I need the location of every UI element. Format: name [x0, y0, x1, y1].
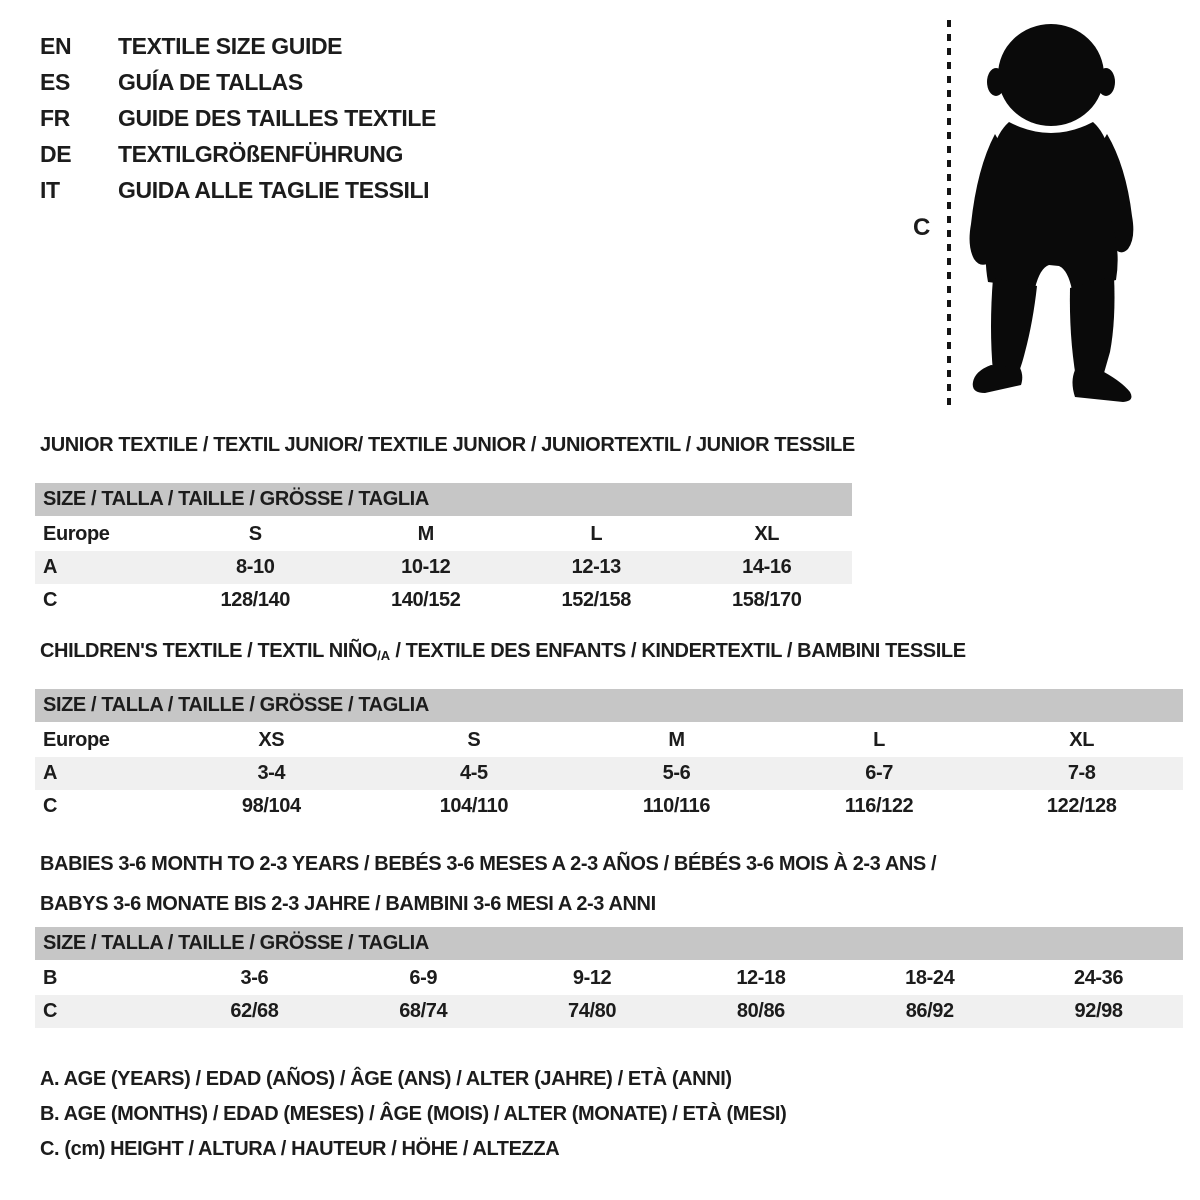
table-cell: 86/92	[905, 1000, 954, 1022]
table-cell: XL	[1069, 729, 1095, 751]
table-cell: 68/74	[399, 1000, 448, 1022]
table-cell: 116/122	[844, 795, 914, 817]
note-age-years: A. AGE (YEARS) / EDAD (AÑOS) / ÂGE (ANS) / ALTER (JAHRE) / ETÀ (ANNI)	[40, 1068, 732, 1090]
table-row	[35, 757, 1183, 790]
height-dashed-line-icon	[947, 20, 951, 412]
table-cell: S	[248, 523, 262, 545]
table-cell: XL	[754, 523, 780, 545]
children-size-header-bar: SIZE / TALLA / TAILLE / GRÖSSE / TAGLIA	[35, 689, 1183, 722]
table-cell: 24-36	[1073, 967, 1124, 989]
guide-title-fr: GUIDE DES TAILLES TEXTILE	[118, 105, 436, 131]
legend-notes	[40, 1062, 786, 1167]
table-cell: 104/110	[439, 795, 509, 817]
row-label: C	[43, 589, 58, 611]
table-cell: 12-13	[571, 556, 621, 578]
row-label: B	[43, 967, 58, 989]
table-cell: 152/158	[561, 589, 631, 611]
row-label: Europe	[43, 523, 110, 545]
guide-title-es: GUÍA DE TALLAS	[118, 69, 303, 95]
children-title-sub: /A	[377, 648, 391, 663]
table-cell: 98/104	[241, 795, 301, 817]
junior-size-header-bar: SIZE / TALLA / TAILLE / GRÖSSE / TAGLIA	[35, 483, 852, 516]
guide-title-en: TEXTILE SIZE GUIDE	[118, 33, 343, 59]
babies-section-title	[35, 844, 1183, 924]
table-cell: 140/152	[391, 589, 461, 611]
table-cell: 80/86	[736, 1000, 785, 1022]
language-row-it	[40, 172, 436, 208]
table-row	[35, 584, 852, 617]
table-row	[35, 790, 1183, 823]
language-title-list	[40, 28, 436, 208]
guide-title-de: TEXTILGRÖßENFÜHRUNG	[118, 141, 403, 167]
children-title-prefix: CHILDREN'S TEXTILE / TEXTIL NIÑO	[40, 640, 378, 662]
table-cell: 14-16	[742, 556, 792, 578]
language-row-fr	[40, 100, 436, 136]
height-measure-figure	[905, 12, 1165, 424]
table-cell: S	[467, 729, 481, 751]
children-textile-section	[35, 640, 1183, 823]
language-row-en	[40, 28, 436, 64]
table-cell: XS	[258, 729, 285, 751]
table-cell: 5-6	[662, 762, 691, 784]
language-code: ES	[40, 69, 70, 95]
row-label: A	[43, 556, 58, 578]
table-cell: 10-12	[401, 556, 451, 578]
table-cell: M	[668, 729, 685, 751]
table-cell: 6-9	[409, 967, 438, 989]
table-row	[35, 518, 852, 551]
language-code: FR	[40, 105, 70, 131]
table-cell: 92/98	[1074, 1000, 1123, 1022]
table-cell: 3-6	[240, 967, 269, 989]
babies-size-header-bar: SIZE / TALLA / TAILLE / GRÖSSE / TAGLIA	[35, 927, 1183, 960]
children-section-title	[35, 640, 1183, 663]
junior-textile-section	[35, 434, 855, 617]
language-code: IT	[40, 177, 60, 203]
row-label: C	[43, 1000, 58, 1022]
note-age-months: B. AGE (MONTHS) / EDAD (MESES) / ÂGE (MOIS) / ALTER (MONATE) / ETÀ (MESI)	[40, 1103, 787, 1125]
guide-title-it: GUIDA ALLE TAGLIE TESSILI	[118, 177, 430, 203]
table-cell: 3-4	[257, 762, 286, 784]
table-cell: 4-5	[460, 762, 488, 784]
table-cell: 8-10	[236, 556, 275, 578]
table-cell: 12-18	[736, 967, 786, 989]
babies-textile-section	[35, 844, 1183, 1028]
language-code: EN	[40, 33, 72, 59]
table-cell: 9-12	[572, 967, 612, 989]
babies-title-line1: BABIES 3-6 MONTH TO 2-3 YEARS / BEBÉS 3-6 MESES A 2-3 AÑOS / BÉBÉS 3-6 MOIS À 2-3 ANS /	[40, 853, 937, 875]
language-code: DE	[40, 141, 72, 167]
table-cell: 158/170	[732, 589, 802, 611]
children-table	[35, 724, 1183, 823]
table-cell: 7-8	[1067, 762, 1096, 784]
table-row	[35, 551, 852, 584]
row-label: C	[43, 795, 58, 817]
table-cell: 74/80	[568, 1000, 617, 1022]
table-row	[35, 724, 1183, 757]
table-cell: L	[590, 523, 603, 545]
row-label: Europe	[43, 729, 110, 751]
junior-table	[35, 518, 852, 617]
note-height-cm: C. (cm) HEIGHT / ALTURA / HAUTEUR / HÖHE / ALTEZZA	[40, 1138, 560, 1160]
babies-title-line2: BABYS 3-6 MONATE BIS 2-3 JAHRE / BAMBINI 3-6 MESI A 2-3 ANNI	[40, 893, 656, 915]
children-title-suffix: / TEXTILE DES ENFANTS / KINDERTEXTIL / BAMBINI TESSILE	[390, 640, 966, 662]
table-cell: 18-24	[905, 967, 955, 989]
table-cell: L	[873, 729, 885, 751]
table-cell: 110/116	[642, 795, 711, 817]
toddler-silhouette-icon	[963, 18, 1143, 418]
row-label: A	[43, 762, 58, 784]
language-row-de	[40, 136, 436, 172]
table-cell: 122/128	[1046, 795, 1117, 817]
table-cell: M	[417, 523, 434, 545]
table-row	[35, 962, 1183, 995]
table-cell: 128/140	[220, 589, 290, 611]
table-cell: 6-7	[865, 762, 893, 784]
table-row	[35, 995, 1183, 1028]
babies-table	[35, 962, 1183, 1028]
junior-section-title: JUNIOR TEXTILE / TEXTIL JUNIOR/ TEXTILE JUNIOR / JUNIORTEXTIL / JUNIOR TESSILE	[40, 434, 855, 456]
table-cell: 62/68	[230, 1000, 279, 1022]
height-measure-label: C	[913, 214, 930, 241]
language-row-es	[40, 64, 436, 100]
